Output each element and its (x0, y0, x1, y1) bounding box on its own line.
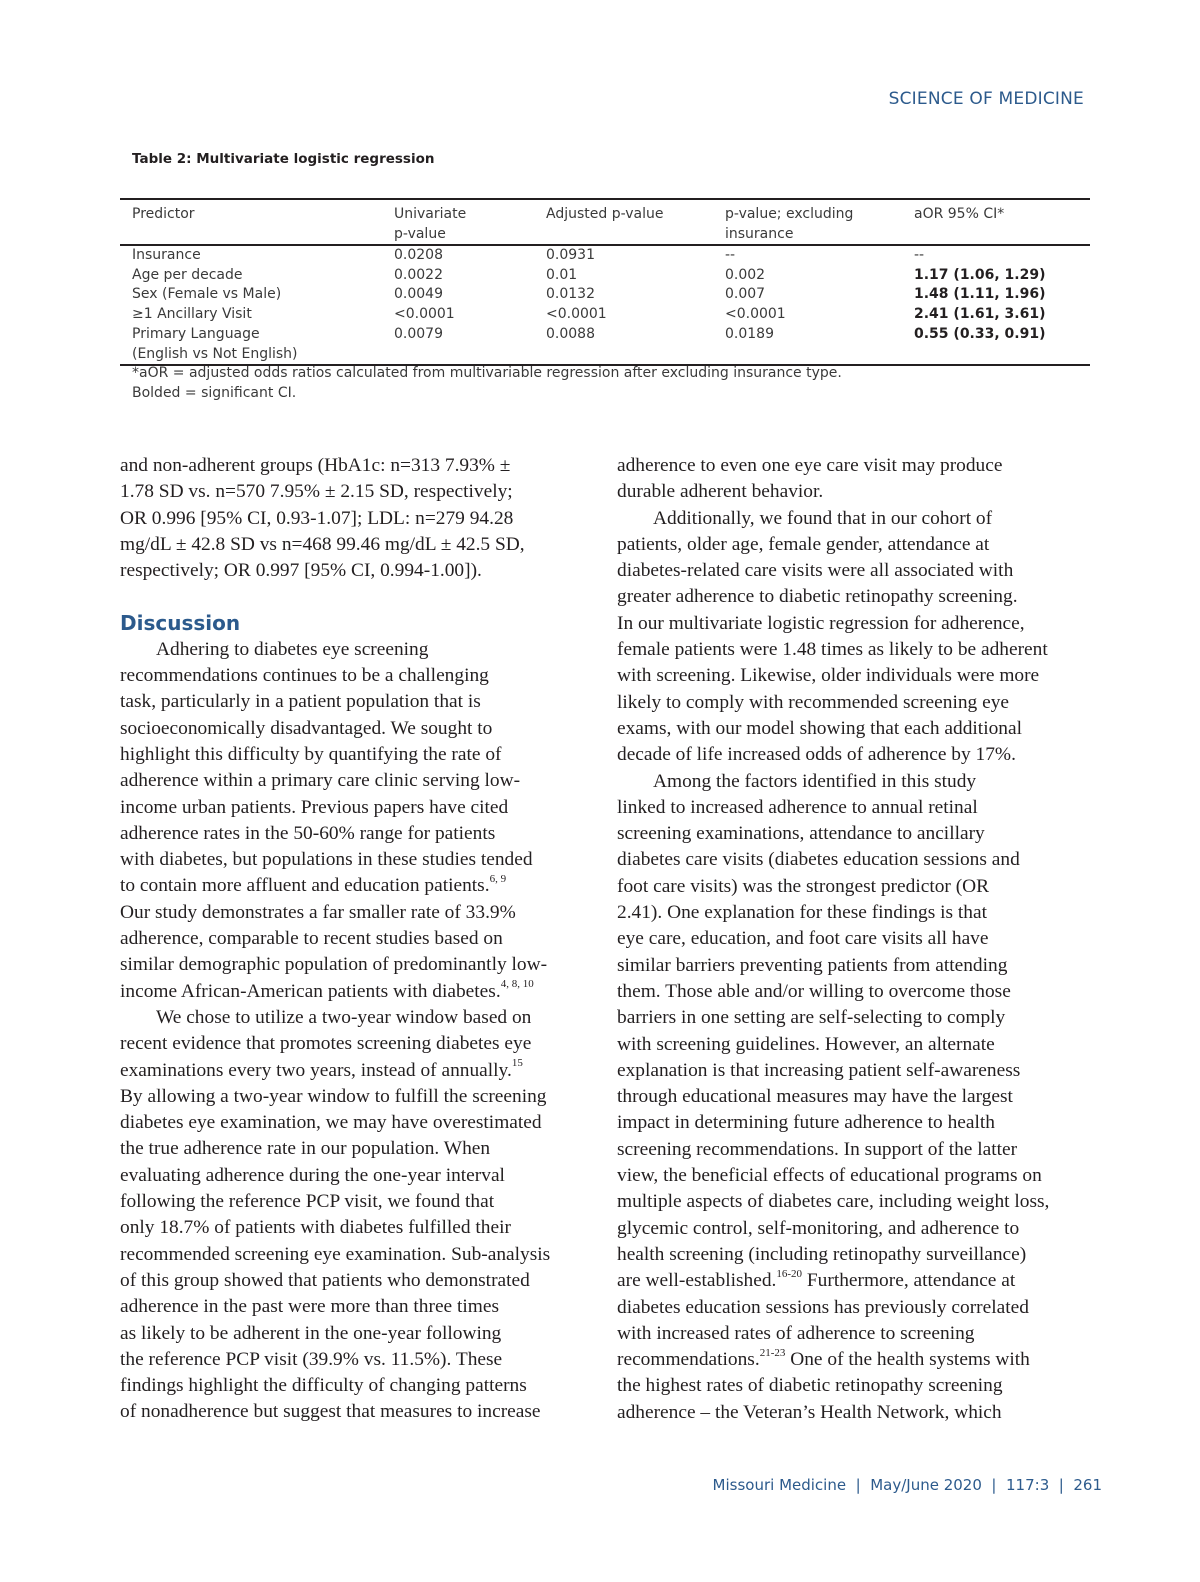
body-line: diabetes education sessions has previously correlated (617, 1296, 1029, 1318)
header-predictor: Predictor (120, 199, 382, 245)
body-text: recommendations. (617, 1349, 760, 1371)
table-note-aor: *aOR = adjusted odds ratios calculated from multivariable regression after excluding insurance type. (132, 365, 842, 381)
body-line: adherence in the past were more than three times (120, 1296, 500, 1318)
cell-aor: 0.55 (0.33, 0.91) (902, 325, 1090, 365)
table-row (120, 325, 1090, 365)
body-line: impact in determining future adherence to health (617, 1112, 995, 1134)
cell-adjusted: <0.0001 (546, 306, 607, 323)
body-line: respectively; OR 0.997 [95% CI, 0.994-1.00]). (120, 560, 482, 582)
table-row (120, 266, 1090, 286)
body-line: similar demographic population of predominantly low- (120, 954, 548, 976)
body-line: screening recommendations. In support of the latter (617, 1138, 1018, 1160)
body-line: decade of life increased odds of adherence by 17%. (617, 744, 1016, 766)
body-line: Additionally, we found that in our cohort of (653, 507, 993, 529)
body-line: the reference PCP visit (39.9% vs. 11.5%). These (120, 1348, 503, 1370)
body-line: task, particularly in a patient population that is (120, 691, 481, 713)
body-line: foot care visits) was the strongest predictor (OR (617, 875, 990, 897)
body-line: diabetes eye examination, we may have overestimated (120, 1112, 542, 1134)
body-line (120, 873, 600, 899)
body-line: patients, older age, female gender, attendance at (617, 533, 990, 555)
body-line (617, 1268, 1097, 1294)
body-text: to contain more affluent and education patients. (120, 875, 490, 897)
body-line: 1.78 SD vs. n=570 7.95% ± 2.15 SD, respectively; (120, 481, 513, 503)
body-line: 2.41). One explanation for these findings is that (617, 902, 987, 924)
cell-predictor: Primary Language (English vs Not English) (120, 325, 382, 365)
body-line: income urban patients. Previous papers have cited (120, 796, 509, 818)
body-line: explanation is that increasing patient self-awareness (617, 1059, 1021, 1081)
body-line (617, 1347, 1097, 1373)
body-line: of nonadherence but suggest that measures to increase (120, 1401, 541, 1423)
cell-univariate: 0.0022 (394, 266, 443, 283)
body-line: following the reference PCP visit, we found that (120, 1191, 495, 1213)
body-line: the true adherence rate in our population. When (120, 1138, 491, 1160)
body-line: exams, with our model showing that each additional (617, 717, 1022, 739)
citation-superscript: 21-23 (759, 1346, 786, 1359)
cell-aor: 2.41 (1.61, 3.61) (914, 306, 1046, 323)
body-line: adherence, comparable to recent studies based on (120, 928, 503, 950)
cell-excluding: <0.0001 (725, 306, 786, 323)
cell-univariate: 0.0079 (382, 325, 534, 365)
body-text: are well-established. (617, 1270, 777, 1292)
cell-excluding: 0.002 (725, 266, 766, 283)
body-line: mg/dL ± 42.8 SD vs n=468 99.46 mg/dL ± 42.5 SD, (120, 533, 525, 555)
cell-aor: -- (914, 247, 925, 263)
body-text: examinations every two years, instead of annually. (120, 1059, 512, 1081)
body-line: findings highlight the difficulty of changing patterns (120, 1375, 527, 1397)
body-line: Among the factors identified in this study (653, 770, 977, 792)
body-line: with screening. Likewise, older individuals were more (617, 665, 1040, 687)
header-adjusted: Adjusted p-value (534, 199, 713, 245)
body-line: Our study demonstrates a far smaller rate of 33.9% (120, 901, 516, 923)
body-line: with screening guidelines. However, an alternate (617, 1033, 995, 1055)
body-line: recommended screening eye examination. Sub-analysis (120, 1243, 551, 1265)
body-line: eye care, education, and foot care visits all have (617, 928, 989, 950)
cell-univariate: <0.0001 (394, 306, 455, 323)
body-line (120, 979, 600, 1005)
body-text: income African-American patients with diabetes. (120, 980, 501, 1002)
body-line: through educational measures may have the largest (617, 1086, 1013, 1108)
body-line: diabetes care visits (diabetes education sessions and (617, 849, 1020, 871)
table-row (120, 245, 1090, 266)
body-line: recent evidence that promotes screening diabetes eye (120, 1033, 532, 1055)
body-line: In our multivariate logistic regression for adherence, (617, 612, 1025, 634)
cell-univariate: 0.0049 (394, 286, 443, 303)
body-line: glycemic control, self-monitoring, and adherence to (617, 1217, 1020, 1239)
body-line: socioeconomically disadvantaged. We sought to (120, 717, 493, 739)
body-line: evaluating adherence during the one-year interval (120, 1164, 505, 1186)
section-header: SCIENCE OF MEDICINE (888, 89, 1084, 109)
body-text: Furthermore, attendance at (802, 1270, 1016, 1292)
cell-aor: 1.48 (1.11, 1.96) (914, 286, 1046, 303)
body-line: likely to comply with recommended screening eye (617, 691, 1009, 713)
body-line: adherence to even one eye care visit may produce (617, 455, 1003, 476)
body-line: as likely to be adherent in the one-year following (120, 1322, 502, 1344)
cell-adjusted: 0.0088 (534, 325, 713, 365)
body-line: only 18.7% of patients with diabetes fulfilled their (120, 1217, 511, 1239)
body-line: diabetes-related care visits were all associated with (617, 560, 1014, 582)
body-line: screening examinations, attendance to ancillary (617, 823, 985, 845)
body-line: Adhering to diabetes eye screening (156, 638, 429, 660)
body-line: the highest rates of diabetic retinopathy screening (617, 1375, 1003, 1397)
body-line: female patients were 1.48 times as likely to be adherent (617, 639, 1048, 661)
body-line: linked to increased adherence to annual retinal (617, 796, 978, 818)
cell-predictor: Age per decade (132, 266, 243, 283)
cell-adjusted: 0.01 (546, 266, 578, 283)
body-line: similar barriers preventing patients from attending (617, 954, 1008, 976)
header-excluding: p-value; excluding insurance (713, 199, 902, 245)
cell-aor: 1.17 (1.06, 1.29) (914, 266, 1046, 283)
body-line: barriers in one setting are self-selecting to comply (617, 1007, 1006, 1029)
body-line: recommendations continues to be a challenging (120, 665, 489, 687)
journal-footer: Missouri Medicine | May/June 2020 | 117:3 | 261 (712, 1476, 1102, 1494)
discussion-heading: Discussion (120, 611, 241, 636)
body-line: durable adherent behavior. (617, 481, 824, 503)
paragraph-spacer (120, 584, 600, 610)
citation-superscript: 16-20 (776, 1267, 803, 1280)
right-column (617, 453, 1097, 1426)
regression-table (120, 198, 1090, 366)
table-title: Table 2: Multivariate logistic regression (132, 151, 435, 167)
cell-predictor: Sex (Female vs Male) (132, 286, 282, 303)
body-text: One of the health systems with (785, 1349, 1030, 1371)
body-line: By allowing a two-year window to fulfill the screening (120, 1085, 547, 1107)
table-header-row (120, 199, 1090, 245)
citation-superscript: 6, 9 (489, 872, 507, 885)
cell-predictor: ≥1 Ancillary Visit (132, 306, 252, 323)
body-line: view, the beneficial effects of educational programs on (617, 1165, 1042, 1187)
body-line: We chose to utilize a two-year window based on (156, 1006, 532, 1028)
body-line: highlight this difficulty by quantifying the rate of (120, 743, 502, 765)
cell-univariate: 0.0208 (394, 247, 443, 263)
table-header (120, 199, 1090, 245)
citation-superscript: 15 (511, 1057, 523, 1070)
body-line: with diabetes, but populations in these studies tended (120, 849, 533, 871)
cell-excluding: 0.007 (725, 286, 766, 303)
cell-predictor: Insurance (132, 247, 201, 263)
left-column (120, 453, 600, 1426)
cell-excluding: -- (725, 247, 736, 263)
body-line: of this group showed that patients who demonstrated (120, 1269, 530, 1291)
body-line: them. Those able and/or willing to overcome those (617, 980, 1011, 1002)
body-line: OR 0.996 [95% CI, 0.93-1.07]; LDL: n=279 94.28 (120, 507, 514, 529)
body-line: health screening (including retinopathy surveillance) (617, 1243, 1027, 1265)
body-line: with increased rates of adherence to screening (617, 1322, 975, 1344)
header-aor: aOR 95% CI* (902, 199, 1090, 245)
table-row (120, 305, 1090, 325)
table-notes (132, 364, 842, 403)
body-line: multiple aspects of diabetes care, including weight loss, (617, 1191, 1050, 1213)
header-univariate: Univariate p-value (382, 199, 534, 245)
cell-excluding: 0.0189 (713, 325, 902, 365)
body-line: adherence within a primary care clinic serving low- (120, 770, 521, 792)
cell-adjusted: 0.0132 (546, 286, 595, 303)
citation-superscript: 4, 8, 10 (500, 978, 534, 991)
body-line (120, 1058, 600, 1084)
table-note-bold: Bolded = significant CI. (132, 384, 297, 401)
table-body (120, 245, 1090, 365)
cell-adjusted: 0.0931 (546, 247, 595, 263)
body-line: greater adherence to diabetic retinopathy screening. (617, 586, 1018, 608)
body-line: and non-adherent groups (HbA1c: n=313 7.93% ± (120, 455, 511, 476)
body-line: adherence rates in the 50-60% range for patients (120, 822, 496, 844)
body-line: adherence – the Veteran’s Health Network, which (617, 1401, 1002, 1423)
table-row (120, 285, 1090, 305)
